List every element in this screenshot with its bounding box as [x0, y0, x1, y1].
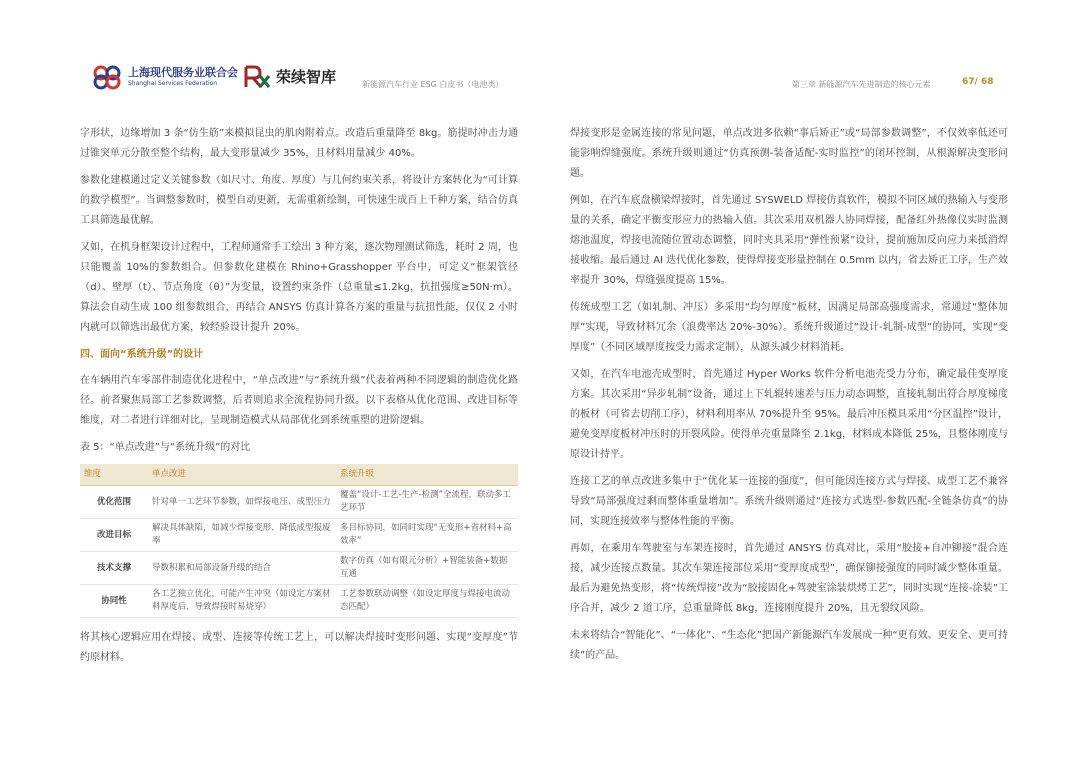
table-row [80, 552, 518, 585]
table-header-cell: 维度 [80, 464, 148, 486]
paragraph: 未来将结合“智能化”、“一体化”、“生态化”把国产新能源汽车发展成一种“更有效、更安全、更可持续”的产品。 [570, 630, 1008, 661]
table-cell: 改进目标 [80, 519, 148, 552]
table-cell: 协同性 [80, 585, 148, 618]
table-cell: 针对单一工艺环节参数，如焊接电压、成型压力 [148, 486, 336, 519]
paragraph: 焊接变形是金属连接的常见问题，单点改进多依赖“事后矫正”或“局部参数调整”，不仅效率低还可能影响焊缝强度。系统升级则通过“仿真预测-装备适配-实时监控”的闭环控制，从根源解决变形问题。 [570, 128, 1008, 179]
table-cell: 各工艺独立优化，可能产生冲突（如设定方案材料厚度后，导致焊接时易烧穿） [148, 585, 336, 618]
right-column [570, 124, 1008, 673]
table-cell: 多目标协同，如同时实现“无变形+省材料+高效率” [336, 519, 518, 552]
table-header-cell: 系统升级 [336, 464, 518, 486]
table-row [80, 585, 518, 618]
paragraph: 传统成型工艺（如轧制、冲压）多采用“均匀厚度”板材，因满足局部高强度需求，常通过“整体加厚”实现，导致材料冗余（浪费率达 20%-30%）。系统升级通过“设计-轧制-成型”的协同，实现“变厚度”（不同区域厚度按受力需求定制），从源头减少材料消耗。 [570, 302, 1008, 353]
paragraph: 在车辆用汽车零部件制造优化进程中，“单点改进”与“系统升级”代表着两种不同逻辑的制造优化路径。前者聚焦局部工艺参数调整，后者则追求全流程协同升级。以下表格从优化范围、改进目标等维度，对二者进行详细对比，呈现制造模式从局部优化到系统重塑的进阶逻辑。 [80, 375, 518, 426]
section-heading: 四、面向“系统升级”的设计 [80, 349, 204, 360]
table-cell: 解决具体缺陷，如减少焊接变形、降低成型报废率 [148, 519, 336, 552]
org-name-en: Shanghai Services Federation [128, 80, 218, 87]
chapter-title: 第三章 新能源汽车先进制造的核心元素 [792, 80, 931, 89]
table-row [80, 486, 518, 519]
page-number: 67/ 68 [962, 77, 994, 87]
paragraph: 连接工艺的单点改进多集中于“优化某一连接的强度”，但可能因连接方式与焊接、成型工艺不兼容导致“局部强度过剩而整体重量增加”。系统升级则通过“连接方式选型-参数匹配-全链条仿真”的协同，实现连接效率与整体性能的平衡。 [570, 476, 1008, 527]
table-cell: 导数积累和局部设备升级的结合 [148, 552, 336, 585]
paragraph: 又如，在机身框架设计过程中，工程师通常手工绘出 3 种方案，逐次物理测试筛选，耗时 2 周，也只能覆盖 10%的参数组合。但参数化建模在 Rhino+Grasshopper 平台中，可定义“框架管径（d）、壁厚（t）、节点角度（θ）”为变量，设置约束条件（总重量≤1.2kg，抗扭强度≥50N·m）。算法会自动生成 100 组参数组合，再结合 ANSYS 仿真计算各方案的重量与抗扭性能，仅仅 2 小时内就可以筛选出最优方案，较经验设计提升 20%。 [80, 242, 518, 333]
table-header-cell: 单点改进 [148, 464, 336, 486]
left-column [80, 124, 518, 675]
table-caption: 表 5：“单点改进”与“系统升级”的对比 [80, 442, 251, 453]
page-header [0, 0, 1080, 110]
paragraph: 又如，在汽车电池壳成型时，首先通过 Hyper Works 软件分析电池壳受力分布，确定最佳变厚度方案。其次采用“异步轧制”设备，通过上下轧辊转速差与压力动态调整，直接轧制出符合厚度梯度的板材（可省去切削工序），材料利用率从 70%提升至 95%。最后冲压模具采用“分区温控”设计，避免变厚度板材冲压时的开裂风险。使得单壳重量降至 2.1kg，材料成本降低 25%，且整体刚度与原设计持平。 [570, 369, 1008, 460]
table-cell: 工艺参数联动调整（如设定厚度与焊接电流动态匹配） [336, 585, 518, 618]
paragraph: 将其核心逻辑应用在焊接、成型、连接等传统工艺上，可以解决焊接时变形问题、实现“变厚度”节约原材料。 [80, 632, 518, 663]
doc-title: 新能源汽车行业 ESG 白皮书（电池类） [362, 80, 504, 89]
paragraph: 字形状，边缘增加 3 条“仿生筋”来模拟昆虫的肌肉附着点。改造后重量降至 8kg。筋提时冲击力通过锥突单元分散至整个结构，最大变形量减少 35%，且材料用量减少 40%。 [80, 128, 518, 159]
paragraph: 例如，在汽车底盘横梁焊接时，首先通过 SYSWELD 焊接仿真软件，模拟不同区域的热输入与变形量的关系，确定平衡变形应力的热输入值。其次采用双机器人协同焊接，配备红外热像仪实时监测熔池温度，焊接电流随位置动态调整，同时夹具采用“弹性预紧”设计，提前施加反向应力来抵消焊接收缩。最后通过 AI 迭代优化参数，使得焊接变形量控制在 0.5mm 以内，省去矫正工序，生产效率提升 30%，焊缝强度提高 15%。 [570, 195, 1008, 286]
table-cell: 覆盖“设计-工艺-生产-检测”全流程，联动多工艺环节 [336, 486, 518, 519]
org-name-cn: 上海现代服务业联合会 [128, 66, 238, 79]
brand-name: 荣续智库 [276, 68, 337, 86]
table-header-row [80, 464, 518, 486]
table-cell: 数字仿真（如有限元分析）+智能装备+数据互通 [336, 552, 518, 585]
paragraph: 参数化建模通过定义关键参数（如尺寸、角度、厚度）与几何约束关系，将设计方案转化为“可计算的数学模型”。当调整参数时，模型自动更新，无需重新绘制，可快速生成百上千种方案，结合仿真工具筛选最优解。 [80, 175, 518, 226]
federation-logo-icon [92, 64, 122, 90]
rx-logo-icon [243, 64, 271, 90]
comparison-table [80, 464, 518, 618]
table-cell: 技术支撑 [80, 552, 148, 585]
table-row [80, 519, 518, 552]
table-cell: 优化范围 [80, 486, 148, 519]
paragraph: 再如，在乘用车驾驶室与车架连接时，首先通过 ANSYS 仿真对比，采用“胶接+自冲铆接”混合连接，减少连接点数量。其次车架连接部位采用“变厚度成型”，确保铆接强度的同时减少整体重量。最后为避免热变形，将“传统焊接”改为“胶接固化+驾驶室涂装烘烤工艺”，同时实现“连接-涂装”工序合并，减少 2 道工序，总重量降低 8kg，连接刚度提升 20%，且无裂纹风险。 [570, 543, 1008, 614]
